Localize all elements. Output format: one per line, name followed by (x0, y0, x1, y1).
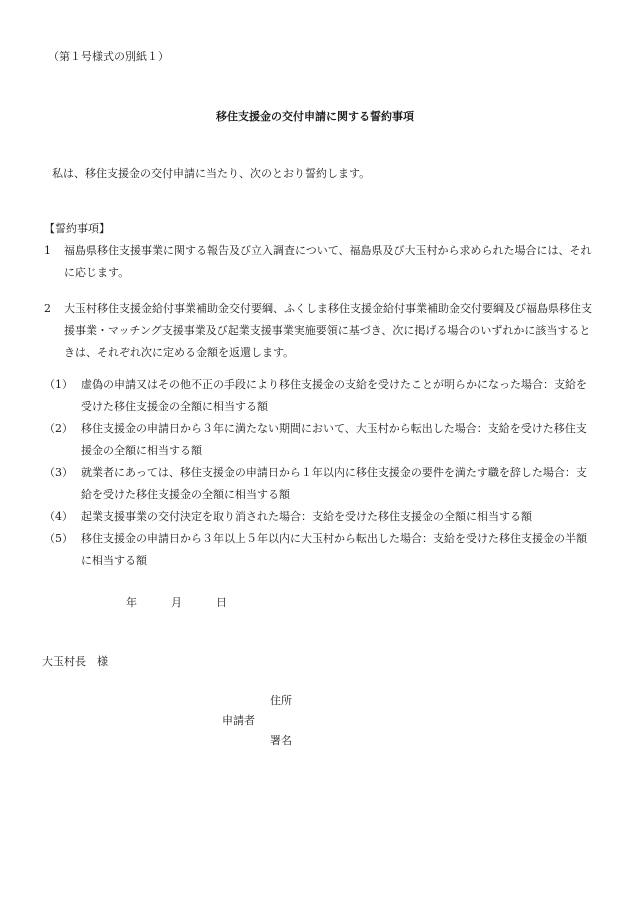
form-label: （第１号様式の別紙１） (48, 50, 169, 63)
pledge-item-text: 大玉村移住支援金給付事業補助金交付要綱、ふくしま移住支援金給付事業補助金交付要綱及び福島県移住支援事業・マッチング支援事業及び起業支援事業実施要領に基づき、次に掲げる場合のいずれかに該当するときは、それぞれ次に定める金額を返還します。 (64, 302, 592, 359)
date-year-label: 年 (126, 596, 137, 609)
pledge-item-text: 福島県移住支援事業に関する報告及び立入調査について、福島県及び大玉村から求められた場合には、それに応じます。 (64, 244, 592, 279)
condition-text: 虚偽の申請又はその他不正の手段により移住支援金の支給を受けたことが明らかになった場合：支給を受けた移住支援金の全額に相当する額 (81, 378, 587, 413)
pledge-item-number: 2 (44, 302, 51, 315)
date-day-label: 日 (216, 596, 227, 609)
condition-number: （1） (44, 378, 73, 391)
repayment-conditions-list (44, 374, 596, 572)
condition-number: （3） (44, 466, 73, 479)
document-title: 移住支援金の交付申請に関する誓約事項 (216, 110, 414, 123)
addressee: 大玉村長 様 (42, 655, 108, 668)
condition-text: 起業支援事業の交付決定を取り消された場合：支給を受けた移住支援金の全額に相当する額 (81, 510, 532, 523)
intro-statement: 私は、移住支援金の交付申請に当たり、次のとおり誓約します。 (52, 167, 371, 180)
applicant-label: 申請者 (222, 714, 255, 727)
condition-text: 移住支援金の申請日から３年に満たない期間において、大玉村から転出した場合：支給を受けた移住支援金の全額に相当する額 (81, 422, 587, 457)
section-heading: 【誓約事項】 (44, 222, 110, 235)
condition-number: （4） (44, 510, 73, 523)
pledge-item (44, 240, 596, 284)
condition-number: （5） (44, 532, 73, 545)
repayment-condition (44, 374, 596, 418)
repayment-condition (44, 418, 596, 462)
address-label: 住所 (270, 694, 292, 707)
repayment-condition (44, 506, 596, 528)
date-line (126, 592, 227, 614)
condition-number: （2） (44, 422, 73, 435)
signature-label: 署名 (270, 734, 292, 747)
condition-text: 就業者にあっては、移住支援金の申請日から１年以内に移住支援金の要件を満たす職を辞した場合：支給を受けた移住支援金の全額に相当する額 (81, 466, 587, 501)
pledge-item-number: 1 (44, 244, 51, 257)
date-month-label: 月 (171, 596, 182, 609)
condition-text: 移住支援金の申請日から３年以上５年以内に大玉村から転出した場合：支給を受けた移住支援金の半額に相当する額 (81, 532, 587, 567)
pledge-item (44, 298, 596, 364)
repayment-condition (44, 528, 596, 572)
repayment-condition (44, 462, 596, 506)
